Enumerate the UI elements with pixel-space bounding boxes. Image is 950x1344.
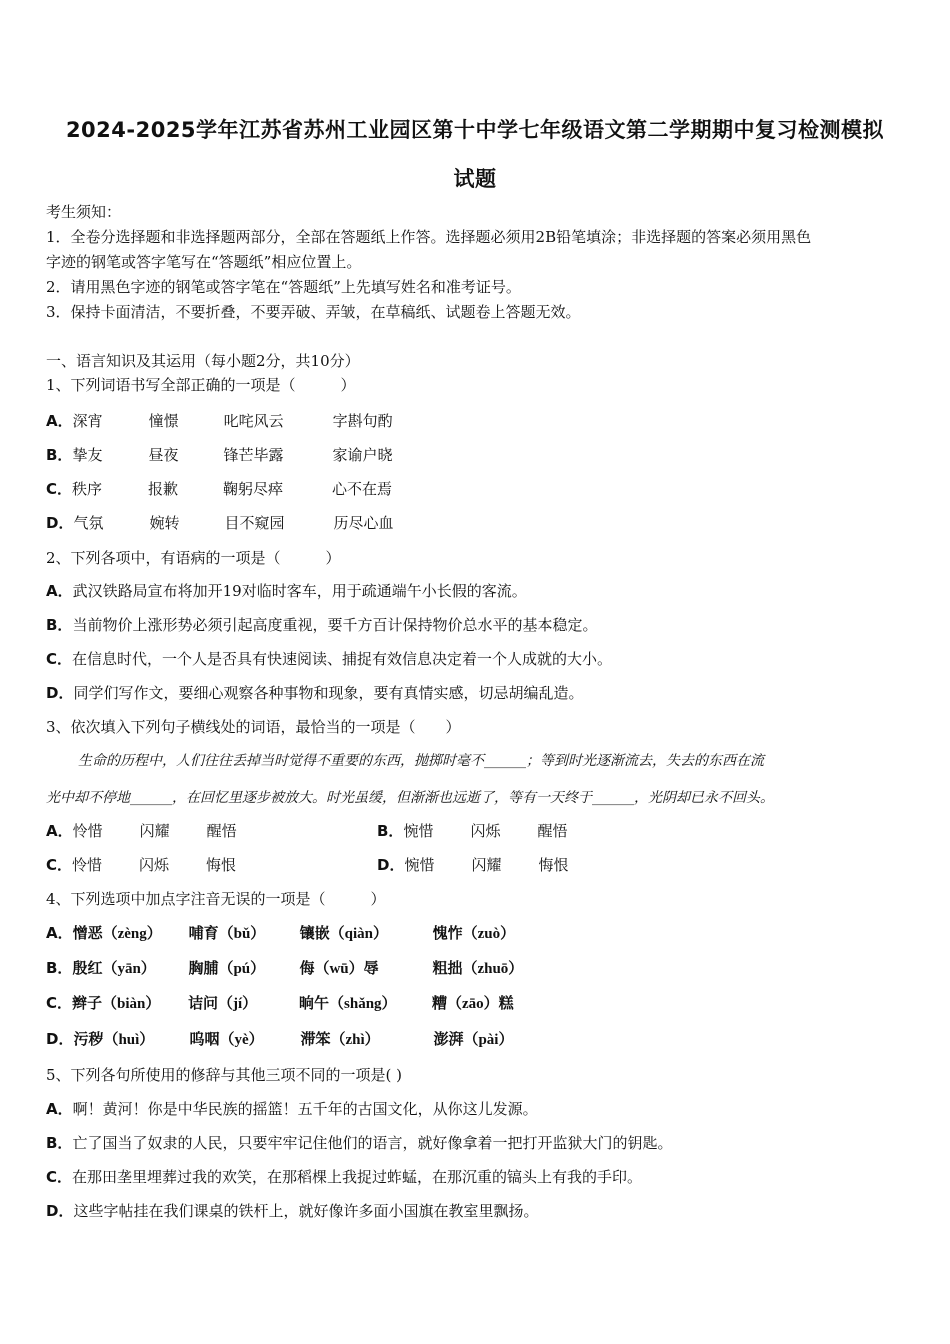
option-word: 闪耀 — [139, 822, 170, 840]
q4-option-b — [46, 958, 523, 979]
q3-option-c — [46, 855, 236, 875]
option-word: 怜惜 — [72, 822, 103, 840]
option-word: 婉转 — [149, 514, 180, 532]
q3-option-b — [377, 821, 567, 841]
option-word: 糟（zāo）糕 — [432, 996, 514, 1012]
question-4-stem: 4、下列选项中加点字注音无误的一项是（ ） — [46, 890, 386, 908]
option-text: 武汉铁路局宣布将加开19对临时客车，用于疏通端午小长假的客流。 — [72, 582, 527, 600]
option-word: 悔恨 — [538, 856, 569, 874]
notice-item: 3．保持卡面清洁，不要折叠，不要弄破、弄皱，在草稿纸、试题卷上答题无效。 — [46, 303, 581, 321]
option-word: 悔恨 — [206, 856, 237, 874]
q2-option-c — [46, 649, 612, 669]
option-word: 报歉 — [148, 480, 179, 498]
option-word: 侮（wū）辱 — [299, 961, 379, 977]
option-word: 惋惜 — [403, 822, 434, 840]
option-word: 家谕户晓 — [332, 446, 393, 464]
option-word: 滞笨（zhì） — [300, 1032, 380, 1048]
option-word: 醒悟 — [206, 822, 237, 840]
option-label: B． — [377, 822, 404, 840]
option-word: 镶嵌（qiàn） — [299, 926, 388, 942]
option-word: 愧怍（zuò） — [432, 926, 516, 942]
option-word: 历尽心血 — [333, 514, 394, 532]
exam-title-line1: 2024-2025学年江苏省苏州工业园区第十中学七年级语文第二学期期中复习检测模拟 — [65, 118, 885, 142]
option-label: A． — [46, 412, 73, 430]
option-word: 鞠躬尽瘁 — [223, 480, 284, 498]
option-text: 在那田垄里埋葬过我的欢笑，在那稻棵上我捉过蚱蜢，在那沉重的镐头上有我的手印。 — [72, 1168, 643, 1186]
q1-option-a — [46, 411, 393, 431]
option-word: 闪烁 — [139, 856, 170, 874]
option-word: 粗拙（zhuō） — [432, 961, 524, 977]
option-label: B． — [46, 959, 73, 977]
q5-option-d — [46, 1201, 538, 1221]
option-word: 胸脯（pú） — [188, 961, 266, 977]
q5-option-a — [46, 1099, 538, 1119]
option-word: 深宵 — [72, 412, 103, 430]
option-label: A． — [46, 1100, 73, 1118]
option-word: 澎湃（pài） — [433, 1032, 514, 1048]
option-word: 憧憬 — [148, 412, 179, 430]
option-word: 诘问（jí） — [188, 996, 258, 1012]
q2-option-b — [46, 615, 597, 635]
option-text: 亡了国当了奴隶的人民，只要牢牢记住他们的语言，就好像拿着一把打开监狱大门的钥匙。 — [72, 1134, 673, 1152]
notice-item: 1．全卷分选择题和非选择题两部分，全部在答题纸上作答。选择题必须用2B铅笔填涂；非选择题的答案必须用黑色 — [46, 228, 812, 246]
option-label: D． — [46, 1202, 74, 1220]
q3-passage-line2: 光中却不停地______，在回忆里逐步被放大。时光虽缓，但渐渐也远逝了，等有一天终于______，光阴却已永不回头。 — [46, 790, 774, 806]
option-word: 心不在焉 — [332, 480, 393, 498]
q2-option-a — [46, 581, 527, 601]
q5-option-b — [46, 1133, 672, 1153]
option-word: 辫子（biàn） — [72, 996, 161, 1012]
question-2-stem: 2、下列各项中，有语病的一项是（ ） — [46, 549, 341, 567]
question-3-stem: 3、依次填入下列句子横线处的词语，最恰当的一项是（ ） — [46, 718, 461, 736]
notice-item: 2．请用黑色字迹的钢笔或答字笔在“答题纸”上先填写姓名和准考证号。 — [46, 278, 521, 296]
option-word: 叱咤风云 — [223, 412, 284, 430]
option-label: B． — [46, 616, 73, 634]
question-1-stem: 1、下列词语书写全部正确的一项是（ ） — [46, 376, 356, 394]
option-word: 哺育（bǔ） — [188, 926, 266, 942]
option-text: 当前物价上涨形势必须引起高度重视，要千方百计保持物价总水平的基本稳定。 — [72, 616, 598, 634]
option-word: 晌午（shǎng） — [299, 996, 397, 1012]
option-label: C． — [46, 994, 73, 1012]
option-word: 气氛 — [73, 514, 104, 532]
q4-option-c — [46, 993, 514, 1014]
option-label: A． — [46, 582, 73, 600]
option-label: C． — [46, 856, 73, 874]
option-word: 挚友 — [72, 446, 103, 464]
option-label: B． — [46, 446, 73, 464]
q3-option-a — [46, 821, 237, 841]
q4-option-a — [46, 923, 515, 944]
q3-passage-line1: 生命的历程中，人们往往丢掉当时觉得不重要的东西，抛掷时毫不______；等到时光逐渐流去，失去的东西在流 — [78, 753, 764, 769]
option-word: 殷红（yān） — [72, 961, 156, 977]
option-label: D． — [46, 1030, 74, 1048]
option-label: A． — [46, 822, 73, 840]
q1-option-d — [46, 513, 393, 533]
exam-title-line2: 试题 — [453, 167, 497, 191]
option-text: 啊！黄河！你是中华民族的摇篮！五千年的古国文化，从你这儿发源。 — [72, 1100, 538, 1118]
option-text: 在信息时代，一个人是否具有快速阅读、捕捉有效信息决定着一个人成就的大小。 — [72, 650, 613, 668]
option-word: 秩序 — [72, 480, 103, 498]
option-text: 这些字帖挂在我们课桌的铁杆上，就好像许多面小国旗在教室里飘扬。 — [73, 1202, 539, 1220]
option-word: 字斟句酌 — [332, 412, 393, 430]
q2-option-d — [46, 683, 583, 703]
option-word: 锋芒毕露 — [223, 446, 284, 464]
option-label: D． — [377, 856, 405, 874]
option-word: 昼夜 — [148, 446, 179, 464]
option-word: 怜惜 — [72, 856, 103, 874]
option-label: B． — [46, 1134, 73, 1152]
notice-item: 字迹的钢笔或答字笔写在“答题纸”相应位置上。 — [46, 253, 362, 271]
q1-option-b — [46, 445, 392, 465]
option-text: 同学们写作文，要细心观察各种事物和现象，要有真情实感，切忌胡编乱造。 — [73, 684, 584, 702]
option-word: 闪烁 — [470, 822, 501, 840]
section-heading: 一、语言知识及其运用（每小题2分，共10分） — [46, 352, 360, 370]
option-word: 惋惜 — [404, 856, 435, 874]
q3-option-d — [377, 855, 568, 875]
notice-header: 考生须知： — [46, 203, 122, 221]
option-word: 醒悟 — [537, 822, 568, 840]
q5-option-c — [46, 1167, 642, 1187]
option-label: C． — [46, 650, 73, 668]
option-word: 污秽（huì） — [73, 1032, 155, 1048]
option-label: C． — [46, 480, 73, 498]
option-word: 目不窥园 — [224, 514, 285, 532]
q1-option-c — [46, 479, 392, 499]
option-word: 憎恶（zèng） — [72, 926, 162, 942]
option-word: 闪耀 — [471, 856, 502, 874]
option-word: 呜咽（yè） — [189, 1032, 264, 1048]
option-label: D． — [46, 684, 74, 702]
option-label: D． — [46, 514, 74, 532]
q4-option-d — [46, 1029, 513, 1050]
option-label: A． — [46, 924, 73, 942]
option-label: C． — [46, 1168, 73, 1186]
question-5-stem: 5、下列各句所使用的修辞与其他三项不同的一项是( ) — [46, 1066, 403, 1084]
